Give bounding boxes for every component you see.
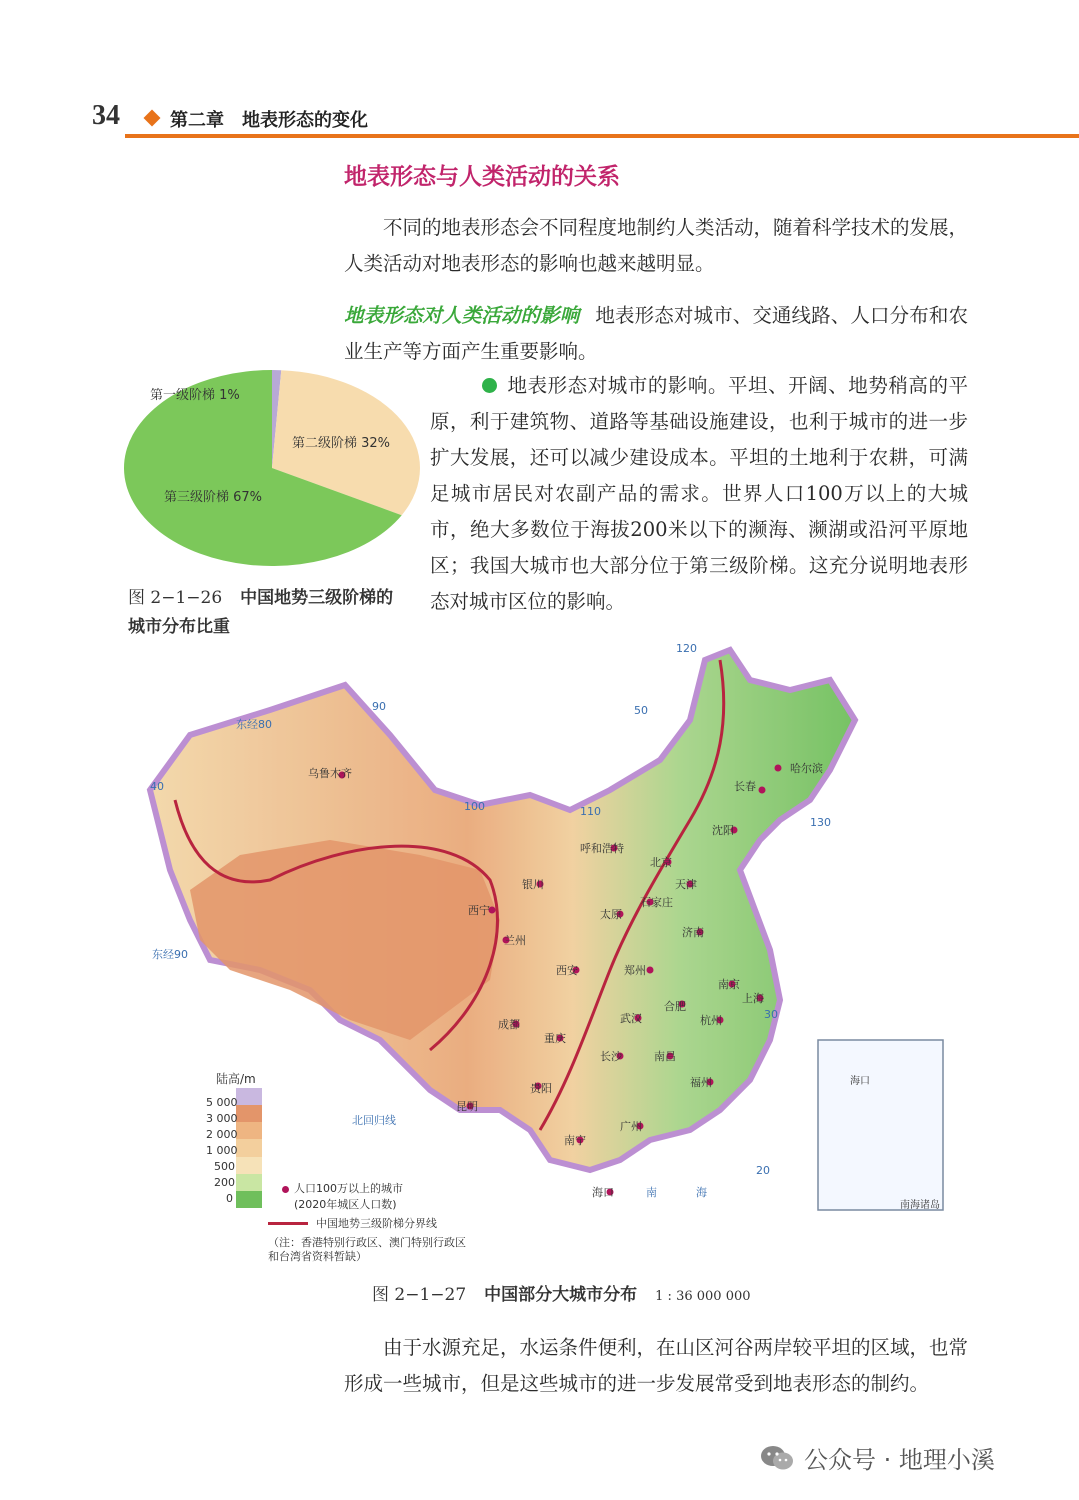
- lat-label: 30: [764, 1008, 778, 1021]
- paragraph-influence-text: 地表形态对城市、交通线路、人口分布和农业生产等方面产生重要影响。: [344, 304, 968, 363]
- lon-label: 东经80: [236, 718, 272, 731]
- figure-caption-map: [372, 1280, 751, 1305]
- city-label: 福州: [690, 1076, 712, 1089]
- chapter-number: 第二章: [170, 110, 224, 131]
- pie-label-third: 第三级阶梯 67%: [164, 490, 263, 505]
- lon-label: 110: [580, 805, 601, 818]
- lon-label: 90: [372, 700, 386, 713]
- elevation-swatch: [236, 1088, 262, 1105]
- sea-label: 南: [646, 1186, 657, 1199]
- boundary-line-icon: [268, 1222, 308, 1225]
- legend-city-symbol: 人口100万以上的城市: [294, 1182, 403, 1195]
- paragraph-influence: [344, 298, 968, 370]
- city-label: 济南: [682, 926, 704, 939]
- city-label: 杭州: [700, 1014, 722, 1027]
- city-label: 北京: [650, 856, 672, 869]
- elevation-swatch: [236, 1174, 262, 1191]
- elevation-swatch: [236, 1122, 262, 1139]
- lat-label: 20: [756, 1164, 770, 1177]
- chapter-heading: [170, 106, 368, 132]
- city-label: 乌鲁木齐: [308, 767, 352, 780]
- city-label: 太原: [600, 908, 622, 921]
- paragraph-valley-cities: 由于水源充足，水运条件便利，在山区河谷两岸较平坦的区域，也常形成一些城市，但是这些城市的进一步发展常受到地表形态的制约。: [344, 1336, 969, 1395]
- legend-title: 陆高/m: [216, 1072, 256, 1086]
- elevation-swatch: [236, 1157, 262, 1174]
- elevation-level: 500: [214, 1160, 235, 1173]
- city-label: 银川: [522, 878, 544, 891]
- city-label: 南宁: [564, 1134, 586, 1147]
- section-title: 地表形态与人类活动的关系: [344, 164, 620, 190]
- city-label: 昆明: [456, 1100, 478, 1113]
- elevation-level: 2 000: [206, 1128, 238, 1141]
- city-label: 西宁: [468, 904, 490, 917]
- bullet-icon: [482, 378, 497, 393]
- city-label: 石家庄: [640, 896, 673, 909]
- legend-boundary: 中国地势三级阶梯分界线: [316, 1217, 437, 1230]
- city-label: 呼和浩特: [580, 842, 624, 855]
- diamond-icon: [144, 110, 161, 127]
- city-label: 哈尔滨: [790, 762, 823, 775]
- lon-label: 100: [464, 800, 485, 813]
- city-dot: [647, 967, 654, 974]
- elevation-level: 0: [226, 1192, 233, 1205]
- elevation-scale: [236, 1088, 262, 1208]
- city-label: 武汉: [620, 1012, 642, 1025]
- pie-label-first: 第一级阶梯 1%: [150, 388, 240, 403]
- lon-label: 东经90: [152, 948, 188, 961]
- city-label: 南昌: [654, 1050, 676, 1063]
- pie-chart: [122, 368, 422, 568]
- paragraph-city-impact: [430, 368, 968, 620]
- legend-city-note: (2020年城区人口数): [294, 1198, 397, 1211]
- elevation-level: 3 000: [206, 1112, 238, 1125]
- subheading: 地表形态对人类活动的影响: [344, 304, 580, 327]
- city-label: 成都: [498, 1018, 520, 1031]
- city-label: 南京: [718, 978, 740, 991]
- lat-label: 50: [634, 704, 648, 717]
- city-dot: [775, 765, 782, 772]
- city-label: 广州: [620, 1120, 642, 1133]
- city-dot: [759, 787, 766, 794]
- paragraph-intro: 不同的地表形态会不同程度地制约人类活动，随着科学技术的发展，人类活动对地表形态的影响也越来越明显。: [344, 216, 969, 275]
- wechat-icon: [760, 1444, 794, 1472]
- city-label: 合肥: [664, 1000, 686, 1013]
- city-label: 重庆: [544, 1032, 566, 1045]
- south-sea-inset: [818, 1040, 943, 1210]
- figure-number: 图 2−1−26: [128, 588, 223, 608]
- watermark: [760, 1440, 995, 1475]
- pie-label-second: 第二级阶梯 32%: [292, 436, 391, 451]
- figure-number: 图 2−1−27: [372, 1285, 467, 1305]
- lat-label: 40: [150, 780, 164, 793]
- elevation-level: 200: [214, 1176, 235, 1189]
- watermark-text: 公众号 · 地理小溪: [804, 1446, 995, 1474]
- city-label: 长春: [734, 780, 756, 793]
- city-label: 沈阳: [712, 824, 734, 837]
- map-scale: 1 : 36 000 000: [655, 1289, 751, 1304]
- figure-caption-pie: [128, 584, 410, 642]
- header-rule: [125, 134, 1079, 138]
- figure-title: 中国地势三级阶梯的城市分布比重: [128, 588, 394, 637]
- city-label: 贵阳: [530, 1082, 552, 1095]
- legend-note: （注：香港特别行政区、澳门特别行政区和台湾省资料暂缺）: [268, 1236, 466, 1263]
- chapter-title: 地表形态的变化: [242, 110, 368, 131]
- city-label: 长沙: [600, 1050, 622, 1063]
- city-label: 郑州: [624, 964, 646, 977]
- elevation-swatch: [236, 1139, 262, 1156]
- city-dot-icon: [282, 1186, 289, 1193]
- elevation-swatch: [236, 1191, 262, 1208]
- lon-label: 120: [676, 642, 697, 655]
- city-label: 上海: [742, 992, 764, 1005]
- figure-title: 中国部分大城市分布: [484, 1285, 638, 1305]
- elevation-level: 1 000: [206, 1144, 238, 1157]
- city-label: 海口: [592, 1186, 614, 1199]
- city-label: 天津: [675, 878, 697, 891]
- city-label: 兰州: [504, 934, 526, 947]
- lon-label: 130: [810, 816, 831, 829]
- city-label: 西安: [556, 964, 578, 977]
- inset-city: 海口: [850, 1076, 870, 1087]
- elevation-level: 5 000: [206, 1096, 238, 1109]
- page-number: 34: [92, 100, 120, 131]
- inset-title: 南海诸岛: [900, 1200, 940, 1211]
- elevation-swatch: [236, 1105, 262, 1122]
- sea-label: 海: [696, 1186, 707, 1199]
- paragraph-city-impact-text: 地表形态对城市的影响。平坦、开阔、地势稍高的平原，利于建筑物、道路等基础设施建设，也利于城市的进一步扩大发展，还可以减少建设成本。平坦的土地利于农耕，可满足城市居民对农副产品的需求。世界人口100万以上的大城市，绝大多数位于海拔200米以下的濒海、濒湖或沿河平原地区；我国大城市也大部分位于第三级阶梯。这充分说明地表形态对城市区位的影响。: [430, 374, 968, 613]
- lat-label: 北回归线: [352, 1114, 396, 1127]
